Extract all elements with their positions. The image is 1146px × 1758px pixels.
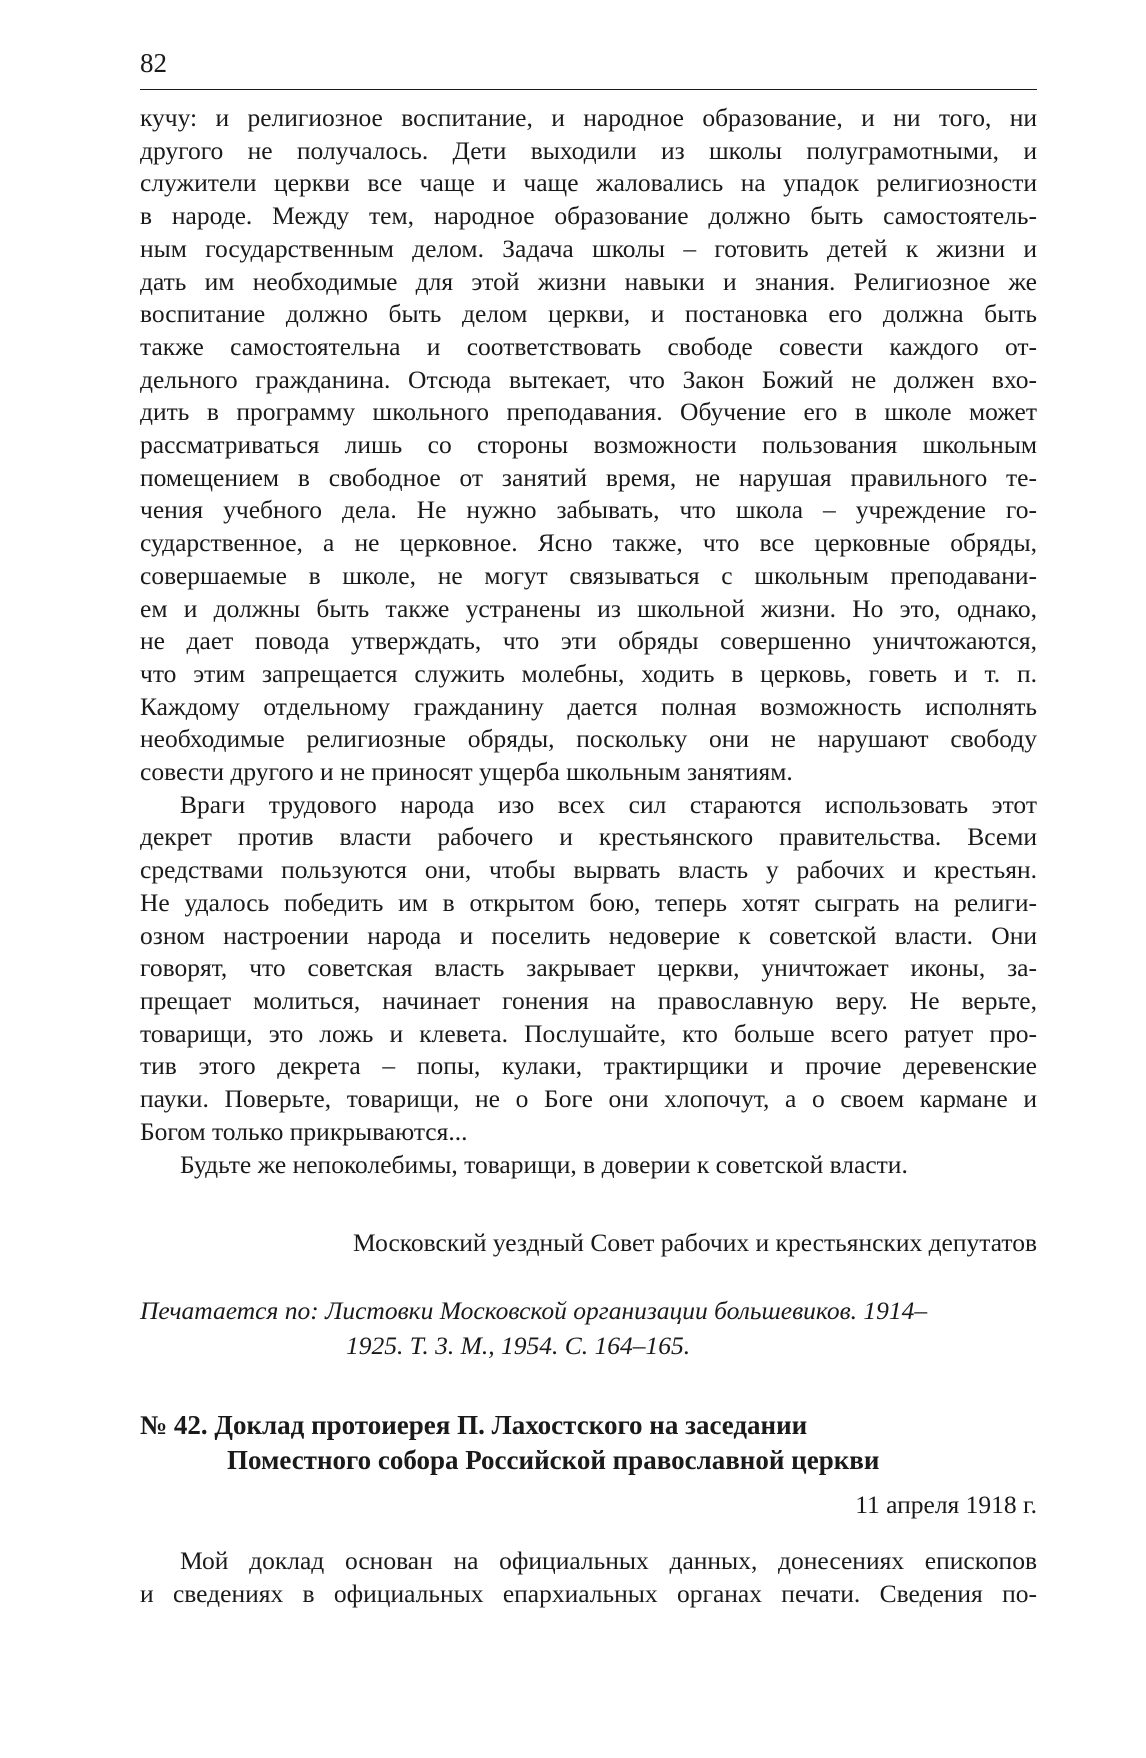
text-line: товарищи, это ложь и клевета. Послушайте, кто больше всего ратует про- (140, 1018, 1037, 1048)
text-line: Богом только прикрываются... (140, 1116, 468, 1146)
text-line: совести другого и не приносят ущерба школьным занятиям. (140, 757, 793, 787)
text-line: кучу: и религиозное воспитание, и народное образование, и ни того, ни (140, 103, 1037, 132)
text-line: Каждому отдельному гражданину дается полная возможность исполнять (140, 691, 1037, 721)
page-number: 82 (140, 48, 167, 78)
text-line: декрет против власти рабочего и крестьянского правительства. Всеми (140, 822, 1037, 852)
text-line: озном настроении народа и поселить недоверие к советской власти. Они (140, 920, 1037, 950)
text-line: говорят, что советская власть закрывает церкви, уничтожает иконы, за- (140, 953, 1037, 983)
text-line: другого не получалось. Дети выходили из школы полуграмотными, и (140, 135, 1037, 165)
document-title (140, 1408, 1037, 1478)
text-line: и сведениях в официальных епархиальных органах печати. Сведения по- (140, 1578, 1037, 1608)
title-line: Поместного собора Российской православной церкви (227, 1445, 880, 1475)
text-line: что этим запрещается служить молебны, ходить в церковь, говеть и т. п. (140, 658, 1037, 688)
text-line: также самостоятельна и соответствовать свободе совести каждого от- (140, 331, 1037, 361)
text-line: Враги трудового народа изо всех сил стараются использовать этот (180, 789, 1037, 819)
text-line: совершаемые в школе, не могут связываться с школьным преподавани- (140, 560, 1037, 590)
document-date: 11 апреля 1918 г. (855, 1490, 1037, 1519)
text-line: пауки. Поверьте, товарищи, не о Боге они хлопочут, а о своем кармане и (140, 1084, 1037, 1114)
text-line: ным государственным делом. Задача школы – готовить детей к жизни и (140, 233, 1037, 263)
signature: Московский уездный Совет рабочих и крестьянских депутатов (353, 1228, 1037, 1257)
text-line: чения учебного дела. Не нужно забывать, что школа – учреждение го- (140, 495, 1037, 525)
text-line: служители церкви все чаще и чаще жаловались на упадок религиозности (140, 168, 1037, 198)
source-line: 1925. Т. 3. М., 1954. С. 164–165. (346, 1331, 691, 1360)
text-line: прещает молиться, начинает гонения на православную веру. Не верьте, (140, 985, 1037, 1015)
text-line: Мой доклад основан на официальных данных, донесениях епископов (180, 1546, 1037, 1575)
text-line: дить в программу школьного преподавания. Обучение его в школе может (140, 397, 1037, 427)
text-line: ем и должны быть также устранены из школьной жизни. Но это, однако, (140, 593, 1037, 623)
source-citation (140, 1293, 1037, 1363)
text-line: не дает повода утверждать, что эти обряды совершенно уничтожаются, (140, 626, 1037, 656)
title-line: № 42. Доклад протоиерея П. Лахостского на заседании (140, 1410, 808, 1440)
text-line: Не удалось победить им в открытом бою, теперь хотят сыграть на религи- (140, 887, 1037, 917)
text-line: воспитание должно быть делом церкви, и постановка его должна быть (140, 299, 1037, 329)
text-line: дельного гражданина. Отсюда вытекает, что Закон Божий не должен вхо- (140, 364, 1037, 394)
text-line: необходимые религиозные обряды, поскольку они не нарушают свободу (140, 724, 1037, 754)
document-paragraph (140, 1545, 1037, 1610)
text-line: средствами пользуются они, чтобы вырвать власть у рабочих и крестьян. (140, 855, 1037, 885)
text-line: Будьте же непоколебимы, товарищи, в доверии к советской власти. (180, 1149, 908, 1179)
text-line: тив этого декрета – попы, кулаки, трактирщики и прочие деревенские (140, 1051, 1037, 1081)
text-line: дать им необходимые для этой жизни навыки и знания. Религиозное же (140, 266, 1037, 296)
body-text (140, 102, 1037, 1181)
text-line: сударственное, а не церковное. Ясно также, что все церковные обряды, (140, 528, 1037, 558)
source-line: Печатается по: Листовки Московской организации большевиков. 1914– (140, 1296, 928, 1325)
header-rule (140, 89, 1037, 90)
text-line: рассматриваться лишь со стороны возможности пользования школьным (140, 430, 1037, 460)
text-line: в народе. Между тем, народное образование должно быть самостоятель- (140, 201, 1037, 231)
text-line: помещением в свободное от занятий время, не нарушая правильного те- (140, 462, 1037, 492)
